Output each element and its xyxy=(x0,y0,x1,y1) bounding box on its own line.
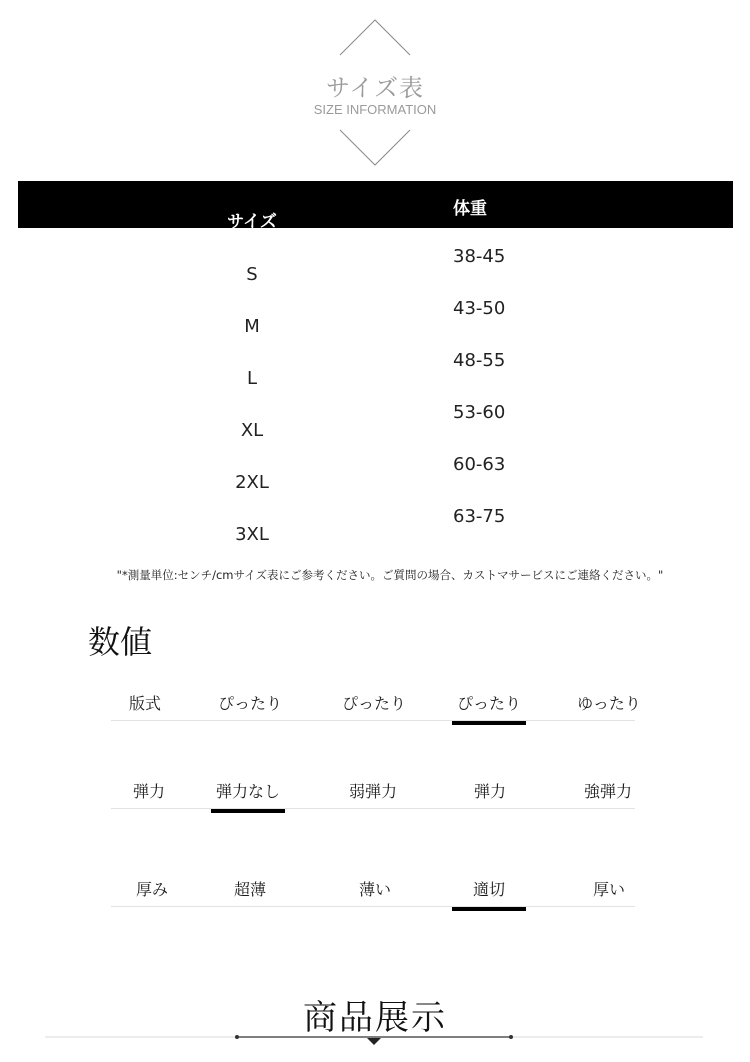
size-table-header: サイズ 体重 xyxy=(18,181,733,228)
values-section-title: 数値 xyxy=(88,623,153,661)
measurement-note: "*測量単位:センチ/cmサイズ表にご参考ください。ご質問の場合、カストマサービスにご連絡ください。" xyxy=(116,568,664,582)
weight-cell: 38-45 xyxy=(453,246,506,267)
fit-option-selected: ぴったり xyxy=(457,691,521,714)
display-divider-ornament xyxy=(0,1030,750,1050)
size-chart-title: サイズ表 xyxy=(325,74,425,102)
product-display-title: 商品展示 xyxy=(303,998,447,1038)
fit-label: 版式 xyxy=(128,694,162,713)
header-weight: 体重 xyxy=(453,199,487,219)
table-row: S 38-45 xyxy=(246,246,506,285)
size-table xyxy=(18,181,733,545)
elasticity-option: 弱弾力 xyxy=(348,782,398,801)
weight-cell: 43-50 xyxy=(453,298,506,319)
thickness-option-selected: 適切 xyxy=(473,877,505,900)
elasticity-option-selected: 弾力なし xyxy=(216,779,280,802)
table-row: XL 53-60 xyxy=(240,402,506,441)
fit-option: ゆったり xyxy=(577,694,641,713)
weight-cell: 60-63 xyxy=(453,454,506,475)
elasticity-option: 弾力 xyxy=(473,782,507,801)
weight-cell: 63-75 xyxy=(453,506,506,527)
thickness-option: 薄い xyxy=(358,880,392,899)
weight-cell: 48-55 xyxy=(453,350,506,371)
row-divider xyxy=(111,720,635,721)
elasticity-row xyxy=(111,779,635,809)
fit-row xyxy=(111,691,641,721)
thickness-row xyxy=(111,877,635,907)
table-row: L 48-55 xyxy=(246,350,506,389)
fit-option: ぴったり xyxy=(217,694,283,713)
thickness-option: 超薄 xyxy=(233,880,267,899)
elasticity-label: 弾力 xyxy=(132,782,166,801)
table-row: 2XL 60-63 xyxy=(235,454,506,493)
row-divider xyxy=(111,808,635,809)
elasticity-option: 強弾力 xyxy=(583,782,633,801)
size-chart-subtitle: SIZE INFORMATION xyxy=(313,102,437,117)
table-row: M 43-50 xyxy=(244,298,506,337)
thickness-label: 厚み xyxy=(135,880,169,899)
fit-option: ぴったり xyxy=(341,694,407,713)
row-divider xyxy=(111,906,635,907)
weight-cell: 53-60 xyxy=(453,402,506,423)
table-row: 3XL 63-75 xyxy=(235,506,506,545)
thickness-option: 厚い xyxy=(592,880,626,899)
